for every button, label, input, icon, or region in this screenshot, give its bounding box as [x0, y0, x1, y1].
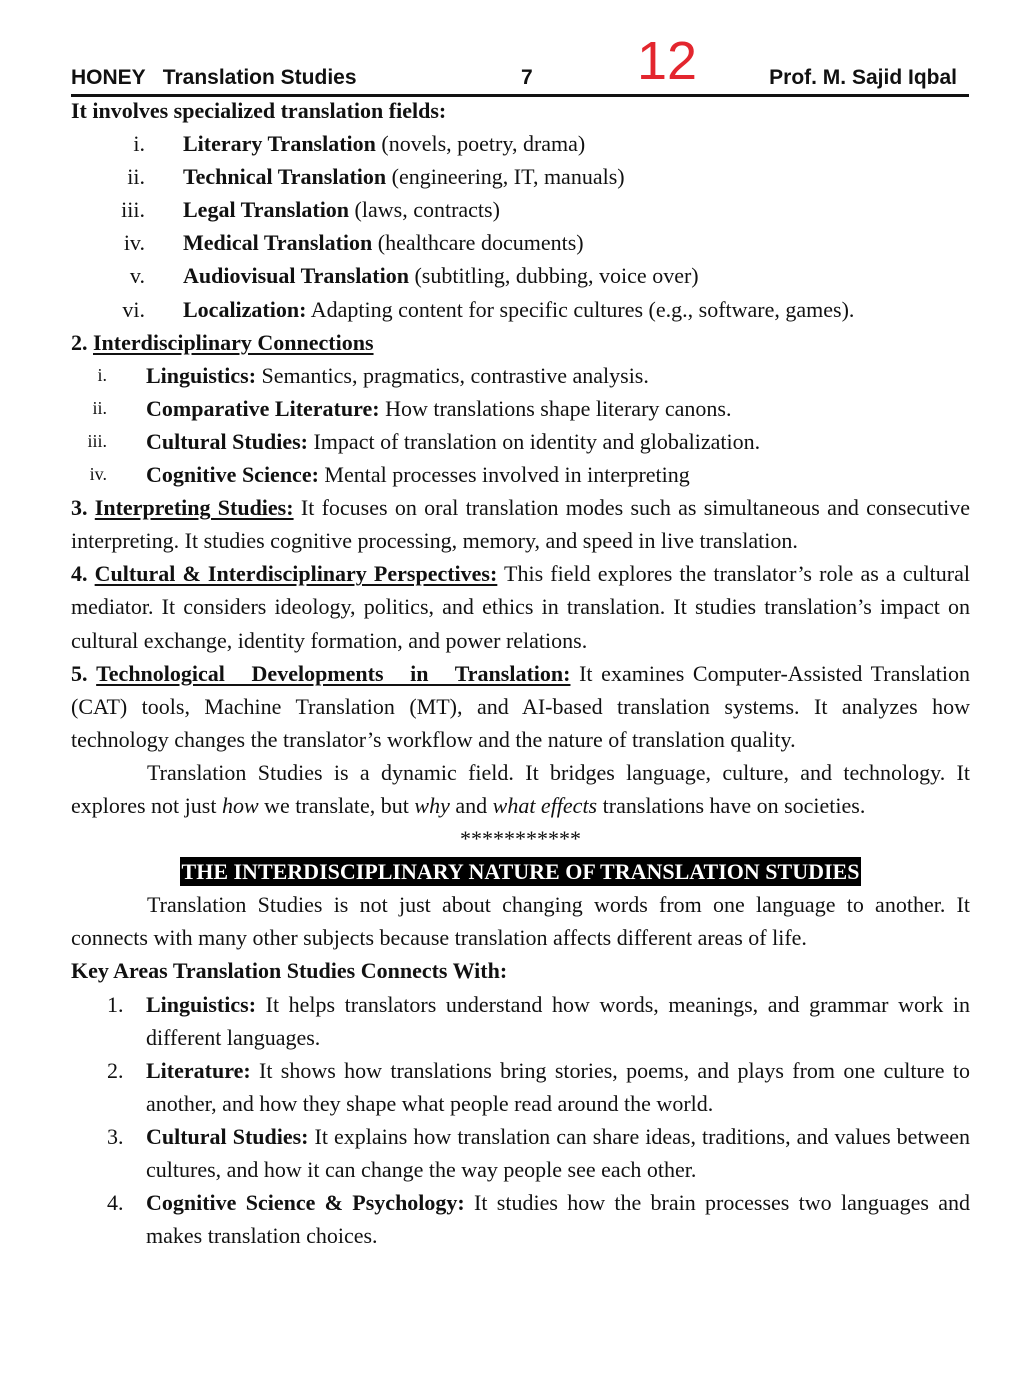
item-desc: Impact of translation on identity and globalization.: [307, 428, 761, 454]
item-number: ii.: [127, 164, 145, 190]
item-number: v.: [129, 263, 145, 289]
item-number: iv.: [89, 464, 107, 485]
page-header: [71, 30, 969, 97]
item-desc: (healthcare documents): [372, 230, 584, 256]
emphasis: what effects: [492, 792, 598, 818]
item-term: Cognitive Science:: [146, 462, 319, 488]
list-item: [71, 293, 970, 326]
emphasis: how: [221, 792, 259, 818]
list-item: [71, 359, 970, 392]
item-term: Medical Translation: [183, 230, 373, 256]
key-areas-list: [71, 988, 970, 1253]
item-term: Comparative Literature:: [146, 395, 380, 421]
item-term: Cultural Studies:: [146, 1123, 309, 1149]
item-number: 1.: [107, 991, 124, 1017]
section-number: 4.: [71, 561, 95, 587]
item-term: Legal Translation: [183, 197, 350, 223]
item-number: iii.: [121, 197, 145, 223]
list-item: [71, 1120, 970, 1186]
text: we translate, but: [258, 792, 415, 818]
text: and: [449, 792, 493, 818]
item-number: i.: [133, 131, 145, 157]
item-number: ii.: [92, 397, 107, 418]
item-number: vi.: [122, 296, 145, 322]
item-desc: It shows how translations bring stories, poems, and plays from one culture to another, and how they shape what people read around the world.: [146, 1057, 970, 1116]
emphasis: why: [414, 792, 450, 818]
section-number: 3.: [71, 495, 95, 521]
section-title: Interpreting Studies:: [94, 495, 294, 521]
text: Translation Studies is a dynamic field. It bridges language, culture, and technology. It explores not just: [71, 759, 970, 818]
section-2-heading: [71, 326, 970, 359]
item-number: 3.: [107, 1123, 124, 1149]
item-term: Cultural Studies:: [146, 428, 308, 454]
list-item: [71, 160, 970, 193]
item-desc: It studies how the brain processes two languages and makes translation choices.: [146, 1190, 970, 1249]
item-term: Linguistics:: [146, 991, 257, 1017]
section-title: Technological Developments in Translation:: [96, 660, 571, 686]
item-term: Literary Translation: [183, 131, 376, 157]
list-item: [71, 226, 970, 259]
list-item: [71, 193, 970, 226]
section-title: Cultural & Interdisciplinary Perspectives:: [94, 561, 498, 587]
list-item: [71, 392, 970, 425]
item-term: Audiovisual Translation: [183, 263, 409, 289]
item-number: 2.: [107, 1057, 124, 1083]
item-number: i.: [97, 364, 107, 385]
list-item: [71, 988, 970, 1054]
list-item: [71, 259, 970, 292]
item-desc: (novels, poetry, drama): [375, 131, 586, 157]
item-number: 4.: [107, 1190, 124, 1216]
item-desc: (engineering, IT, manuals): [386, 164, 625, 190]
item-desc: It helps translators understand how words, meanings, and grammar work in different languages.: [146, 991, 970, 1050]
item-number: iv.: [123, 230, 145, 256]
section-number: 5.: [71, 660, 97, 686]
item-desc: (subtitling, dubbing, voice over): [408, 263, 699, 289]
page-content: [71, 94, 970, 1252]
section-body: It examines Computer-Assisted Translation (CAT) tools, Machine Translation (MT), and AI-based translation systems. It analyzes how technology changes the translator’s workflow and the nature of translation quality.: [71, 660, 970, 752]
interdisciplinary-connections-list: [71, 359, 970, 491]
book-title: HONEY Translation Studies: [71, 66, 357, 89]
item-desc: Mental processes involved in interpreting: [318, 462, 690, 488]
chapter-heading: THE INTERDISCIPLINARY NATURE OF TRANSLATION STUDIES: [181, 859, 860, 885]
red-page-number: 12: [637, 31, 698, 91]
chapter-intro: Translation Studies is not just about changing words from one language to another. It connects with many other subjects because translation affects different areas of life.: [71, 892, 970, 951]
item-term: Localization:: [183, 296, 307, 322]
list-item: [71, 127, 970, 160]
item-desc: Semantics, pragmatics, contrastive analysis.: [256, 362, 649, 388]
item-term: Technical Translation: [183, 164, 387, 190]
item-desc: How translations shape literary canons.: [379, 395, 732, 421]
text: translations have on societies.: [597, 792, 866, 818]
author-name: Prof. M. Sajid Iqbal: [769, 66, 957, 89]
list-item: [71, 1054, 970, 1120]
item-desc: It explains how translation can share ideas, traditions, and values between cultures, and how it can change the way people see each other.: [146, 1123, 970, 1182]
section-5-paragraph: [71, 657, 970, 756]
section-body: This field explores the translator’s role as a cultural mediator. It considers ideology, politics, and ethics in translation. It studies translation’s impact on cultural exchange, identity formation, and power relations.: [71, 561, 971, 653]
section-body: It focuses on oral translation modes such as simultaneous and consecutive interpreting. It studies cognitive processing, memory, and speed in live translation.: [71, 495, 970, 554]
section-title: Interdisciplinary Connections: [93, 329, 374, 355]
list-item: [71, 458, 970, 491]
item-desc: Adapting content for specific cultures (e.g., software, games).: [306, 296, 855, 322]
chapter-heading-wrap: [71, 855, 970, 888]
item-desc: (laws, contracts): [349, 197, 500, 223]
item-number: iii.: [87, 430, 107, 451]
section-4-paragraph: [71, 557, 970, 656]
list-item: [71, 1186, 970, 1252]
section-3-paragraph: [71, 491, 970, 557]
key-areas-heading: Key Areas Translation Studies Connects With:: [71, 958, 508, 984]
specialized-fields-list: [71, 127, 970, 326]
item-term: Literature:: [146, 1057, 251, 1083]
conclusion-paragraph: [71, 756, 970, 822]
page-number: 7: [521, 66, 533, 89]
item-term: Linguistics:: [146, 362, 257, 388]
item-term: Cognitive Science & Psychology:: [146, 1190, 465, 1216]
section-number: 2.: [71, 329, 93, 355]
list-item: [71, 425, 970, 458]
specialized-intro: It involves specialized translation fields:: [71, 98, 447, 123]
separator: ***********: [460, 826, 581, 852]
